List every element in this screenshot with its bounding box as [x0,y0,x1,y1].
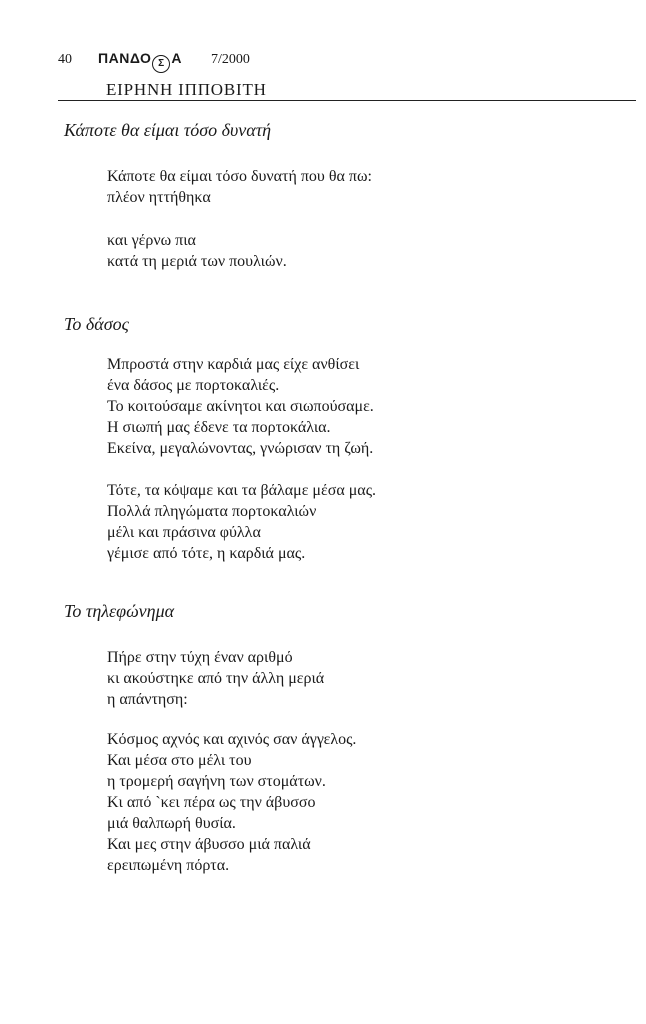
poem-line: Πολλά πληγώματα πορτοκαλιών [107,503,317,520]
poem-line: Πήρε στην τύχη έναν αριθμό [107,649,293,666]
logo-mark-icon: Σ [152,55,170,73]
stanza [107,729,356,876]
poem-line: η τρομερή σαγήνη των στομάτων. [107,773,326,790]
poem-line: Μπροστά στην καρδιά μας είχε ανθίσει [107,356,360,373]
stanza [107,166,372,208]
poem-line: γέμισε από τότε, η καρδιά μας. [107,545,306,562]
poem-title: Το δάσος [64,314,129,334]
poem-line: Τότε, τα κόψαμε και τα βάλαμε μέσα μας. [107,482,377,499]
poem-line: ένα δάσος με πορτοκαλιές. [107,377,280,394]
poem-line: Το κοιτούσαμε ακίνητοι και σιωπούσαμε. [107,398,374,415]
poem-line: μέλι και πράσινα φύλλα [107,524,261,541]
stanza [107,230,287,272]
poem-line: Κι από `κει πέρα ως την άβυσσο [107,794,316,811]
poem-line: κι ακούστηκε από την άλλη μεριά [107,670,325,687]
poem-line: Και μες στην άβυσσο μιά παλιά [107,836,311,853]
stanza [107,480,376,564]
issue-number: 7/2000 [211,52,250,67]
magazine-logo [98,50,182,73]
poem-line: πλέον ηττήθηκα [107,189,211,206]
poem-line: και γέρνω πια [107,232,196,249]
author-name: ΕΙΡΗΝΗ ΙΠΠΟΒΙΤΗ [106,80,267,99]
poem-title: Κάποτε θα είμαι τόσο δυνατή [64,120,272,140]
poem-line: Κόσμος αχνός και αχινός σαν άγγελος. [107,731,357,748]
poem-line: ερειπωμένη πόρτα. [107,857,230,874]
stanza [107,354,374,459]
logo-text-right: Α [171,50,183,66]
poem-line: κατά τη μεριά των πουλιών. [107,253,287,270]
poem-line: Κάποτε θα είμαι τόσο δυνατή που θα πω: [107,168,372,185]
poem-line: Η σιωπή μας έδενε τα πορτοκάλια. [107,419,331,436]
poem-line: μιά θαλπωρή θυσία. [107,815,236,832]
page-header [58,50,638,106]
poem-line: Εκείνα, μεγαλώνοντας, γνώρισαν τη ζωή. [107,440,374,457]
poem-line: η απάντηση: [107,691,188,708]
page-number: 40 [58,52,72,67]
logo-text-left: ΠΑΝΔΟ [98,50,152,66]
poem-title: Το τηλεφώνημα [64,601,175,621]
stanza [107,647,324,710]
poem-line: Και μέσα στο μέλι του [107,752,252,769]
header-rule [58,100,636,101]
